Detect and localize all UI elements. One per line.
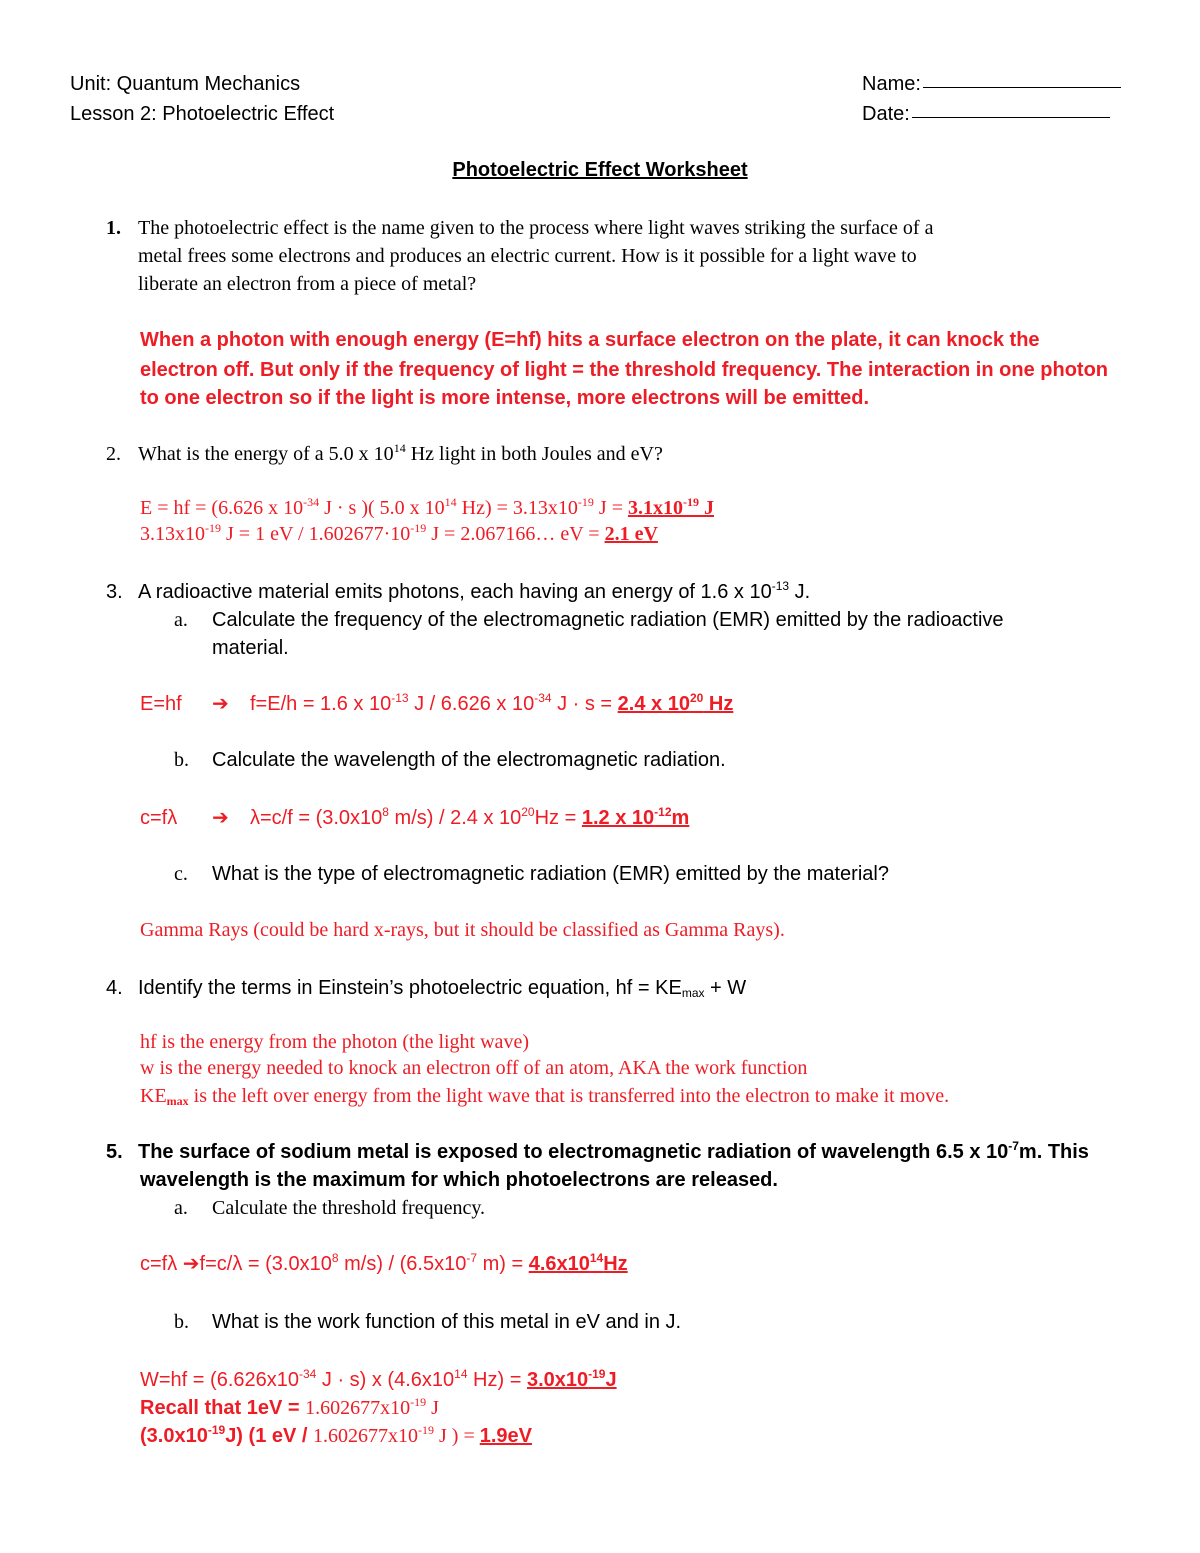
q2-answer-ev [140,522,658,546]
q5a-ans-text: c=fλ ➔f=c/λ = (3.0x10 [140,1253,332,1275]
q5b-ans1-result-exp: -19 [588,1367,606,1381]
q2-a1-result-base: 3.1x10 [627,497,683,519]
q4-sub: max [681,986,705,1000]
q3a-ans-text2: J / 6.626 x 10 [408,693,535,715]
q3a-ans-exp1: -13 [391,691,409,705]
q2-text-end: Hz light in both Joules and eV? [405,443,663,465]
q3a-ans-result [618,693,734,715]
q5b-ans3-result: 1.9eV [479,1425,532,1447]
q2-a2-text3: J = 2.067166… eV = [426,523,605,545]
q5b-ans3-text3: J ) = [434,1425,480,1447]
date-blank [912,116,1110,118]
q5b-ans1-result-unit: J [605,1369,617,1391]
lesson-label: Lesson 2: Photoelectric Effect [70,103,335,125]
q3-text: A radioactive material emits photons, each having an energy of 1.6 x 10 [138,581,772,603]
q5-line1 [106,1140,1089,1164]
q3-number: 3. [106,581,123,603]
q2-a1-text: E = hf = (6.626 x 10 [140,497,304,519]
q5a-answer [140,1252,628,1276]
q5b-text: What is the work function of this metal in eV and in J. [212,1311,682,1333]
q2-number: 2. [106,443,121,465]
q1-line1 [106,216,933,240]
q2-a2-exp2: -19 [410,521,427,535]
q3b-ans-result-unit: m [671,807,690,829]
q3a-label: a. [174,609,188,631]
name-blank [923,86,1121,88]
q4-number: 4. [106,977,123,999]
q2-a1-text2: J · s )( 5.0 x 10 [319,497,445,519]
q5b-line [174,1310,681,1334]
q3-question [106,580,810,604]
q3b-ans-result-base: 1.2 x 10 [581,807,655,829]
q2-a2-text2: J = 1 eV / 1.602677·10 [221,523,411,545]
q3b-ans-result-exp: -12 [654,805,672,819]
q5b-ans1-text2: J · s) x (4.6x10 [316,1369,455,1391]
q1-line3: liberate an electron from a piece of metal? [138,273,477,295]
q5b-ans1-exp1: -34 [298,1367,317,1381]
q1-answer-line3: to one electron so if the light is more intense, more electrons will be emitted. [140,387,870,409]
q5b-ans3-text2: J) (1 eV / [225,1425,313,1447]
q4-text: Identify the terms in Einstein’s photoelectric equation, hf = KE [138,977,682,999]
name-field [862,72,1121,96]
q5b-ans3-exp1: -19 [207,1423,226,1437]
q2-a1-exp3: -19 [577,495,594,509]
q3b-ans-exp2: 20 [521,805,535,819]
q3a-answer [140,692,733,716]
q5b-ans3-text: (3.0x10 [140,1425,208,1447]
q5b-ans2-unit: J [426,1397,439,1419]
q3a-line2: material. [212,637,289,659]
q5b-ans1-text: W=hf = (6.626x10 [140,1369,299,1391]
q5-text: The surface of sodium metal is exposed to electromagnetic radiation of wavelength 6.5 x 10 [138,1141,1009,1163]
q3-exp: -13 [771,579,790,593]
q3b-line [174,748,726,772]
q3b-ans-exp1: 8 [382,805,389,819]
q4-ans3-base: KE [140,1085,167,1107]
q3a-ans-result-exp: 20 [689,691,704,705]
q2-a1-result [628,497,714,519]
q2-question [106,442,663,466]
q3a-ans-text: f=E/h = 1.6 x 10 [250,693,392,715]
q5b-answer-line2 [140,1396,439,1420]
q1-answer-line1: When a photon with enough energy (E=hf) hits a surface electron on the plate, it can knock the [140,329,1040,351]
q3a-text: Calculate the frequency of the electromagnetic radiation (EMR) emitted by the radioactive [212,609,1004,631]
q1-number: 1. [106,217,121,239]
q3b-ans-text3: Hz = [534,807,582,829]
q3b-answer [140,806,689,830]
q5b-ans2-exp: -19 [410,1395,427,1409]
q5a-ans-result [529,1253,628,1275]
q2-a1-text4: J = [593,497,628,519]
q4-answer-line2: w is the energy needed to knock an electron off of an atom, AKA the work function [140,1057,808,1079]
q3c-line [174,862,889,886]
q2-a1-result-exp: -19 [682,495,699,509]
name-label: Name: [862,73,921,95]
date-label: Date: [862,103,910,125]
q2-a2-exp1: -19 [205,521,221,535]
q3b-ans-result [582,807,689,829]
q3-text-end: J. [789,581,811,603]
q1-answer-line2: electron off. But only if the frequency of light = the threshold frequency. The interaction in one photon [140,359,1108,381]
q3a-line1 [174,608,1004,632]
q5b-ans1-result-base: 3.0x10 [526,1369,589,1391]
q3c-answer: Gamma Rays (could be hard x-rays, but it should be classified as Gamma Rays). [140,919,785,941]
q5a-ans-result-exp: 14 [589,1251,604,1265]
q5-line2: wavelength is the maximum for which photoelectrons are released. [140,1169,778,1191]
q4-ans3-rest: is the left over energy from the light wave that is transferred into the electron to make it move. [188,1085,950,1107]
q4-answer-line1: hf is the energy from the photon (the light wave) [140,1031,529,1053]
q4-text-end: + W [704,977,747,999]
q5a-label: a. [174,1197,188,1219]
q3a-ans-lhs: E=hf [140,693,182,715]
q3b-text: Calculate the wavelength of the electromagnetic radiation. [212,749,726,771]
q3a-ans-result-unit: Hz [703,693,734,715]
q2-a2-result: 2.1 eV [604,523,658,545]
q1-line2: metal frees some electrons and produces an electric current. How is it possible for a light wave to [138,245,917,267]
arrow-right-icon: ➔ [212,693,229,715]
q2-a1-result-unit: J [698,497,714,519]
q2-text: What is the energy of a 5.0 x 10 [138,443,394,465]
q5a-ans-exp2: -7 [466,1251,478,1265]
q5b-ans2-text: Recall that 1eV = [140,1397,306,1419]
q2-answer-joules [140,496,714,520]
arrow-right-icon: ➔ [212,807,229,829]
q5a-ans-result-base: 4.6x10 [528,1253,590,1275]
q2-exp: 14 [393,441,406,455]
q5b-answer-line1 [140,1368,617,1392]
q3b-label: b. [174,749,189,771]
q4-answer-line3 [140,1084,949,1108]
q4-question [106,976,746,1000]
q5a-ans-exp1: 8 [331,1251,339,1265]
q5b-ans3-value: 1.602677x10 [313,1425,418,1447]
q1-text1: The photoelectric effect is the name given to the process where light waves striking the surface of a [138,217,934,239]
q2-a1-text3: Hz) = 3.13x10 [456,497,578,519]
q5a-ans-result-unit: Hz [603,1253,628,1275]
q3a-ans-result-base: 2.4 x 10 [617,693,690,715]
q3a-ans-exp2: -34 [534,691,552,705]
q3b-ans-text2: m/s) / 2.4 x 10 [388,807,522,829]
q5b-ans1-result [527,1369,617,1391]
q5-exp: -7 [1008,1139,1019,1153]
q2-a2-text: 3.13x10 [140,523,205,545]
q5-number: 5. [106,1141,123,1163]
q5a-text: Calculate the threshold frequency. [212,1197,486,1219]
unit-label: Unit: Quantum Mechanics [70,73,301,95]
q4-ans3-sub: max [166,1094,189,1108]
q5a-ans-text2: m/s) / (6.5x10 [338,1253,467,1275]
q3c-text: What is the type of electromagnetic radiation (EMR) emitted by the material? [212,863,889,885]
q5b-ans3-exp2: -19 [418,1423,434,1437]
q2-a1-exp2: 14 [444,495,457,509]
q5a-line [174,1196,485,1220]
q3a-ans-text3: J · s = [551,693,618,715]
q5b-label: b. [174,1311,189,1333]
q5b-ans1-text3: Hz) = [467,1369,527,1391]
q5-text-end: m. This [1018,1141,1089,1163]
q3b-ans-text: λ=c/f = (3.0x10 [250,807,383,829]
q3b-ans-lhs: c=fλ [140,807,178,829]
page-title: Photoelectric Effect Worksheet [452,159,748,181]
q2-a1-exp1: -34 [303,495,320,509]
q5b-answer-line3 [140,1424,532,1448]
q5a-ans-text3: m) = [477,1253,529,1275]
q5b-ans1-exp2: 14 [454,1367,468,1381]
q5b-ans2-value: 1.602677x10 [305,1397,411,1419]
q3c-label: c. [174,863,188,885]
date-field [862,102,1110,126]
